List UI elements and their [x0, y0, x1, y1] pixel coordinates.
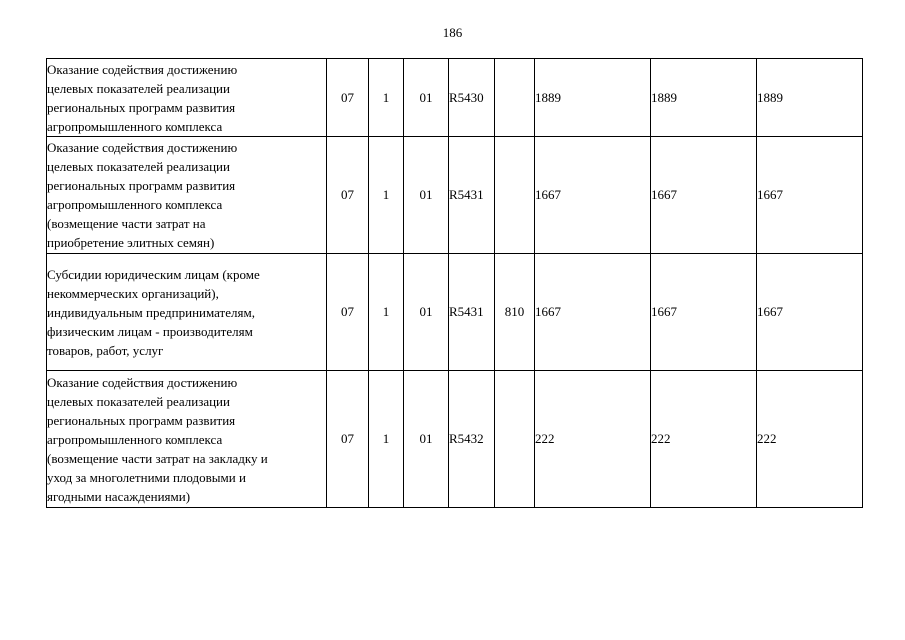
subprogram-cell: 01	[404, 59, 449, 137]
table-row	[47, 59, 863, 137]
subprogram-cell: 01	[404, 137, 449, 254]
code-cell: R5430	[449, 59, 495, 137]
amount-year3-cell: 1667	[757, 137, 863, 254]
page-number: 186	[442, 25, 463, 40]
row-name-cell: Оказание содействия достижению целевых показателей реализации региональных программ развития агропромышленного комплекса (возмещение части затрат на приобретение элитных семян)	[47, 137, 327, 254]
amount-year1-cell: 1889	[535, 59, 651, 137]
subprogram-cell: 01	[404, 254, 449, 371]
subprogram-cell: 01	[404, 371, 449, 508]
table-row	[47, 137, 863, 254]
row-name-cell: Оказание содействия достижению целевых показателей реализации региональных программ развития агропромышленного комплекса	[47, 59, 327, 137]
section-cell: 07	[327, 137, 369, 254]
amount-year3-cell: 1889	[757, 59, 863, 137]
type-cell	[495, 371, 535, 508]
amount-year2-cell: 1889	[651, 59, 757, 137]
table-row	[47, 254, 863, 371]
amount-year3-cell: 222	[757, 371, 863, 508]
row-name-cell: Оказание содействия достижению целевых показателей реализации региональных программ развития агропромышленного комплекса (возмещение части затрат на закладку и уход за многолетними плодовыми и ягодными насаждениями)	[47, 371, 327, 508]
budget-table	[46, 58, 863, 508]
code-cell: R5431	[449, 137, 495, 254]
type-cell	[495, 59, 535, 137]
program-cell: 1	[369, 59, 404, 137]
amount-year1-cell: 1667	[535, 254, 651, 371]
amount-year3-cell: 1667	[757, 254, 863, 371]
program-cell: 1	[369, 371, 404, 508]
section-cell: 07	[327, 254, 369, 371]
row-name-cell: Субсидии юридическим лицам (кроме некоммерческих организаций), индивидуальным предпринимателям, физическим лицам - производителям товаров, работ, услуг	[47, 254, 327, 371]
amount-year2-cell: 1667	[651, 137, 757, 254]
amount-year2-cell: 1667	[651, 254, 757, 371]
code-cell: R5431	[449, 254, 495, 371]
type-cell: 810	[495, 254, 535, 371]
section-cell: 07	[327, 59, 369, 137]
amount-year1-cell: 1667	[535, 137, 651, 254]
amount-year2-cell: 222	[651, 371, 757, 508]
amount-year1-cell: 222	[535, 371, 651, 508]
section-cell: 07	[327, 371, 369, 508]
code-cell: R5432	[449, 371, 495, 508]
table-row	[47, 371, 863, 508]
program-cell: 1	[369, 254, 404, 371]
type-cell	[495, 137, 535, 254]
program-cell: 1	[369, 137, 404, 254]
